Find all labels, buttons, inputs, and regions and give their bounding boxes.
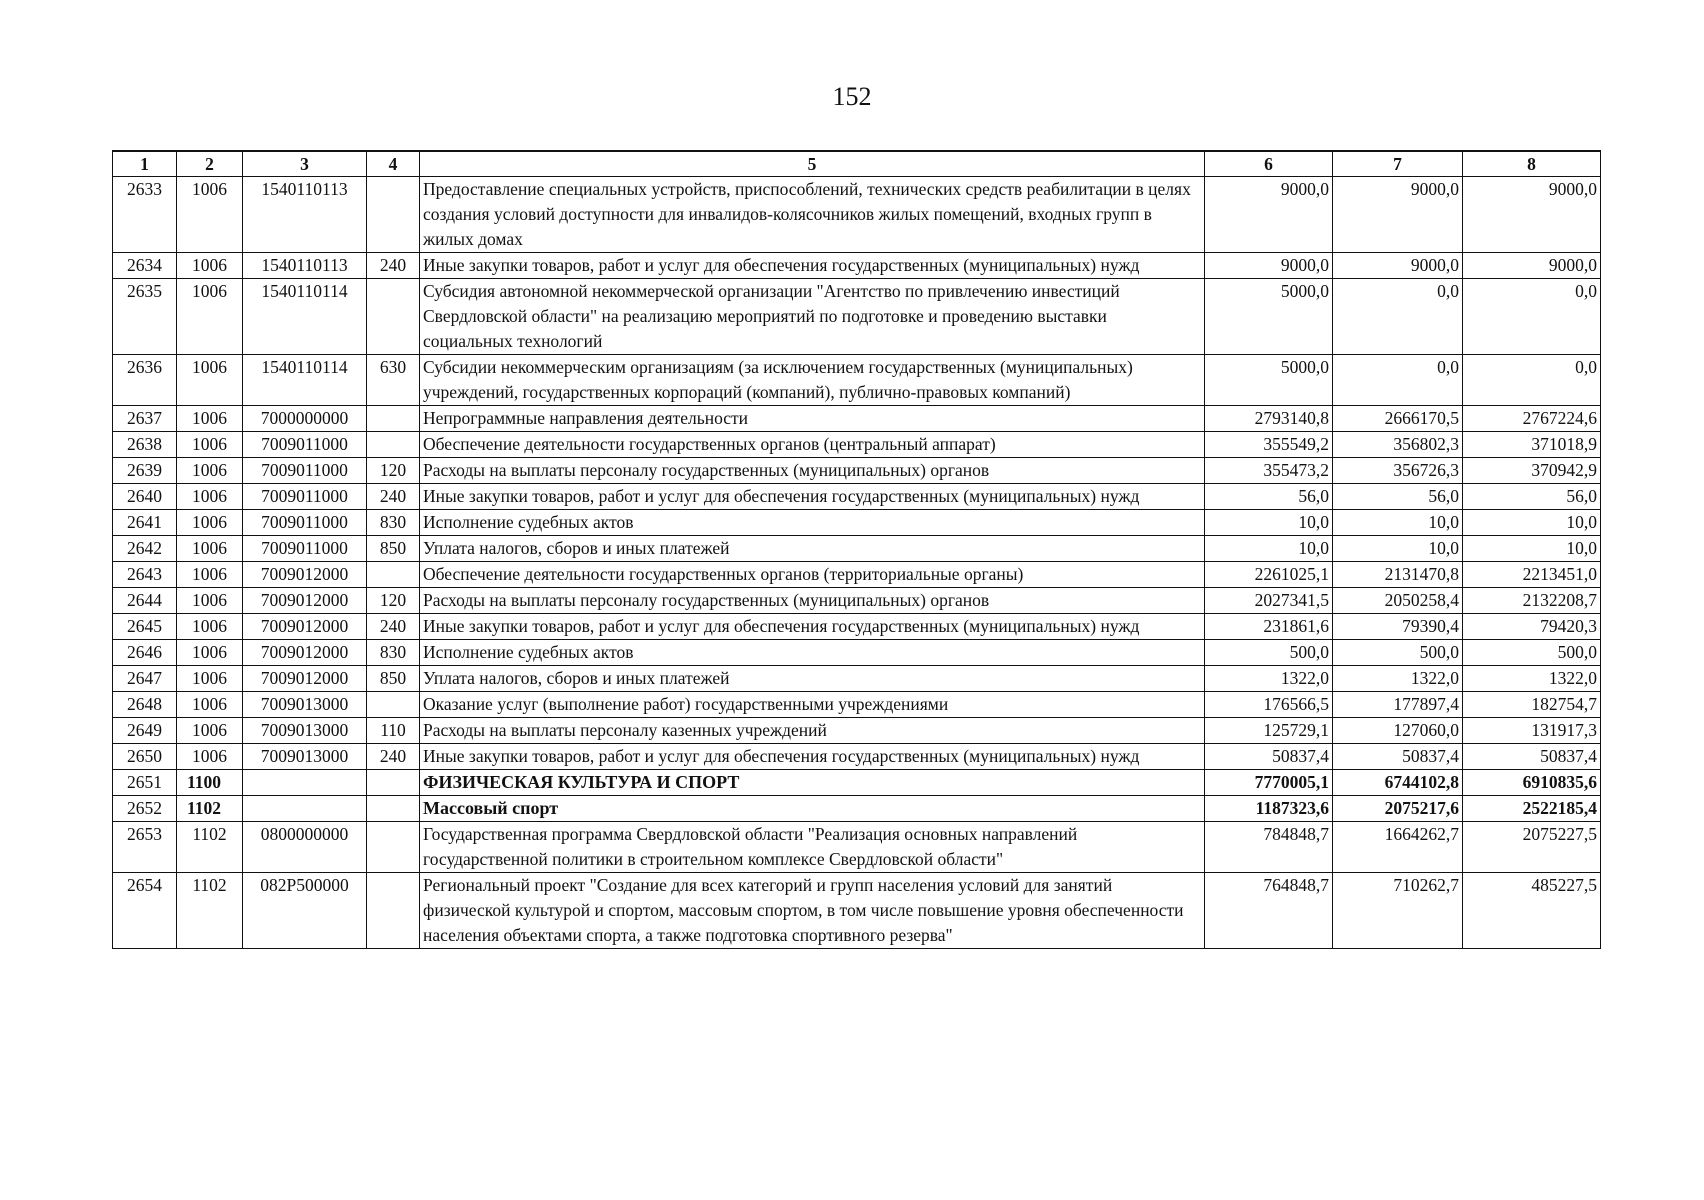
row-number: 2653 — [113, 822, 177, 873]
table-row — [113, 177, 1601, 253]
target-article-code: 7009013000 — [243, 692, 367, 718]
target-article-code: 7009012000 — [243, 588, 367, 614]
amount-col-6: 7770005,1 — [1205, 770, 1333, 796]
amount-col-7: 710262,7 — [1333, 873, 1463, 949]
amount-col-8: 9000,0 — [1463, 253, 1601, 279]
amount-col-6: 355549,2 — [1205, 432, 1333, 458]
amount-col-6: 56,0 — [1205, 484, 1333, 510]
amount-col-7: 9000,0 — [1333, 177, 1463, 253]
row-description: Расходы на выплаты персоналу государственных (муниципальных) органов — [420, 458, 1205, 484]
row-number: 2644 — [113, 588, 177, 614]
table-row — [113, 406, 1601, 432]
row-description: Массовый спорт — [420, 796, 1205, 822]
amount-col-6: 231861,6 — [1205, 614, 1333, 640]
amount-col-7: 10,0 — [1333, 510, 1463, 536]
target-article-code: 7009012000 — [243, 640, 367, 666]
row-description: Исполнение судебных актов — [420, 640, 1205, 666]
amount-col-8: 10,0 — [1463, 510, 1601, 536]
expense-type-code — [367, 692, 420, 718]
section-code: 1006 — [177, 510, 243, 536]
expense-type-code: 830 — [367, 510, 420, 536]
target-article-code: 7009011000 — [243, 432, 367, 458]
amount-col-8: 500,0 — [1463, 640, 1601, 666]
row-description: Исполнение судебных актов — [420, 510, 1205, 536]
column-header: 1 — [113, 151, 177, 177]
amount-col-8: 371018,9 — [1463, 432, 1601, 458]
expense-type-code: 120 — [367, 588, 420, 614]
target-article-code: 7009011000 — [243, 458, 367, 484]
amount-col-7: 10,0 — [1333, 536, 1463, 562]
amount-col-6: 176566,5 — [1205, 692, 1333, 718]
amount-col-6: 9000,0 — [1205, 253, 1333, 279]
amount-col-6: 2793140,8 — [1205, 406, 1333, 432]
amount-col-8: 9000,0 — [1463, 177, 1601, 253]
amount-col-6: 500,0 — [1205, 640, 1333, 666]
section-code: 1006 — [177, 640, 243, 666]
row-description: Расходы на выплаты персоналу государственных (муниципальных) органов — [420, 588, 1205, 614]
expense-type-code — [367, 406, 420, 432]
row-description: Предоставление специальных устройств, приспособлений, технических средств реабилитации в целях создания условий доступности для инвалидов-колясочников жилых помещений, входных групп в жилых домах — [420, 177, 1205, 253]
section-code: 1006 — [177, 536, 243, 562]
expense-type-code — [367, 770, 420, 796]
amount-col-7: 56,0 — [1333, 484, 1463, 510]
amount-col-7: 2131470,8 — [1333, 562, 1463, 588]
row-number: 2642 — [113, 536, 177, 562]
row-description: Уплата налогов, сборов и иных платежей — [420, 666, 1205, 692]
target-article-code: 7009013000 — [243, 744, 367, 770]
row-description: Государственная программа Свердловской области "Реализация основных направлений государственной политики в строительном комплексе Свердловской области" — [420, 822, 1205, 873]
row-description: Иные закупки товаров, работ и услуг для обеспечения государственных (муниципальных) нужд — [420, 614, 1205, 640]
target-article-code: 7009011000 — [243, 536, 367, 562]
table-row — [113, 484, 1601, 510]
expense-type-code: 830 — [367, 640, 420, 666]
section-code: 1006 — [177, 588, 243, 614]
target-article-code: 7009012000 — [243, 562, 367, 588]
table-row — [113, 873, 1601, 949]
target-article-code: 0800000000 — [243, 822, 367, 873]
expense-type-code: 630 — [367, 355, 420, 406]
row-description: Региональный проект "Создание для всех категорий и групп населения условий для занятий физической культурой и спортом, массовым спортом, в том числе повышение уровня обеспеченности населения объектами спорта, а также подготовка спортивного резерва" — [420, 873, 1205, 949]
expense-type-code: 240 — [367, 614, 420, 640]
amount-col-7: 356726,3 — [1333, 458, 1463, 484]
row-description: Оказание услуг (выполнение работ) государственными учреждениями — [420, 692, 1205, 718]
table-row — [113, 744, 1601, 770]
section-code: 1006 — [177, 355, 243, 406]
table-row — [113, 718, 1601, 744]
amount-col-7: 1322,0 — [1333, 666, 1463, 692]
row-description: Иные закупки товаров, работ и услуг для обеспечения государственных (муниципальных) нужд — [420, 744, 1205, 770]
expense-type-code: 240 — [367, 744, 420, 770]
column-header: 4 — [367, 151, 420, 177]
table-row — [113, 614, 1601, 640]
row-description: Обеспечение деятельности государственных органов (территориальные органы) — [420, 562, 1205, 588]
amount-col-8: 182754,7 — [1463, 692, 1601, 718]
amount-col-7: 2666170,5 — [1333, 406, 1463, 432]
amount-col-7: 6744102,8 — [1333, 770, 1463, 796]
expense-type-code: 120 — [367, 458, 420, 484]
expense-type-code: 240 — [367, 253, 420, 279]
expense-type-code: 850 — [367, 536, 420, 562]
amount-col-8: 370942,9 — [1463, 458, 1601, 484]
target-article-code: 082P500000 — [243, 873, 367, 949]
amount-col-8: 10,0 — [1463, 536, 1601, 562]
row-number: 2636 — [113, 355, 177, 406]
section-code: 1006 — [177, 692, 243, 718]
row-number: 2647 — [113, 666, 177, 692]
amount-col-7: 500,0 — [1333, 640, 1463, 666]
section-code: 1102 — [177, 796, 243, 822]
target-article-code: 1540110114 — [243, 279, 367, 355]
amount-col-8: 131917,3 — [1463, 718, 1601, 744]
column-header: 3 — [243, 151, 367, 177]
amount-col-8: 2075227,5 — [1463, 822, 1601, 873]
section-code: 1006 — [177, 253, 243, 279]
table-row — [113, 770, 1601, 796]
section-code: 1006 — [177, 406, 243, 432]
target-article-code: 7009012000 — [243, 614, 367, 640]
row-number: 2648 — [113, 692, 177, 718]
page-number: 152 — [832, 82, 872, 111]
table-row — [113, 692, 1601, 718]
row-description: Расходы на выплаты персоналу казенных учреждений — [420, 718, 1205, 744]
expense-type-code — [367, 432, 420, 458]
amount-col-6: 5000,0 — [1205, 279, 1333, 355]
section-code: 1006 — [177, 458, 243, 484]
row-number: 2645 — [113, 614, 177, 640]
amount-col-6: 764848,7 — [1205, 873, 1333, 949]
amount-col-7: 127060,0 — [1333, 718, 1463, 744]
amount-col-7: 2075217,6 — [1333, 796, 1463, 822]
amount-col-8: 2213451,0 — [1463, 562, 1601, 588]
row-description: ФИЗИЧЕСКАЯ КУЛЬТУРА И СПОРТ — [420, 770, 1205, 796]
amount-col-6: 5000,0 — [1205, 355, 1333, 406]
amount-col-6: 2261025,1 — [1205, 562, 1333, 588]
section-code: 1006 — [177, 279, 243, 355]
row-number: 2635 — [113, 279, 177, 355]
table-row — [113, 640, 1601, 666]
table-row — [113, 536, 1601, 562]
table-row — [113, 666, 1601, 692]
row-description: Иные закупки товаров, работ и услуг для обеспечения государственных (муниципальных) нужд — [420, 484, 1205, 510]
expense-type-code — [367, 177, 420, 253]
target-article-code — [243, 770, 367, 796]
row-number: 2643 — [113, 562, 177, 588]
table-row — [113, 279, 1601, 355]
amount-col-7: 0,0 — [1333, 355, 1463, 406]
target-article-code: 7009011000 — [243, 510, 367, 536]
amount-col-7: 9000,0 — [1333, 253, 1463, 279]
row-number: 2646 — [113, 640, 177, 666]
amount-col-8: 0,0 — [1463, 355, 1601, 406]
amount-col-7: 79390,4 — [1333, 614, 1463, 640]
column-header: 7 — [1333, 151, 1463, 177]
amount-col-8: 485227,5 — [1463, 873, 1601, 949]
table-row — [113, 822, 1601, 873]
column-header: 2 — [177, 151, 243, 177]
row-description: Непрограммные направления деятельности — [420, 406, 1205, 432]
amount-col-6: 10,0 — [1205, 536, 1333, 562]
amount-col-7: 356802,3 — [1333, 432, 1463, 458]
amount-col-6: 1187323,6 — [1205, 796, 1333, 822]
expense-type-code: 240 — [367, 484, 420, 510]
expense-type-code: 110 — [367, 718, 420, 744]
budget-table — [112, 150, 1601, 949]
amount-col-8: 6910835,6 — [1463, 770, 1601, 796]
row-description: Уплата налогов, сборов и иных платежей — [420, 536, 1205, 562]
amount-col-7: 177897,4 — [1333, 692, 1463, 718]
amount-col-7: 0,0 — [1333, 279, 1463, 355]
expense-type-code — [367, 822, 420, 873]
amount-col-8: 2767224,6 — [1463, 406, 1601, 432]
section-code: 1006 — [177, 744, 243, 770]
amount-col-8: 1322,0 — [1463, 666, 1601, 692]
target-article-code: 7009012000 — [243, 666, 367, 692]
column-header: 6 — [1205, 151, 1333, 177]
expense-type-code — [367, 562, 420, 588]
target-article-code: 1540110114 — [243, 355, 367, 406]
table-row — [113, 355, 1601, 406]
amount-col-6: 355473,2 — [1205, 458, 1333, 484]
target-article-code — [243, 796, 367, 822]
expense-type-code — [367, 873, 420, 949]
row-number: 2634 — [113, 253, 177, 279]
column-header: 5 — [420, 151, 1205, 177]
amount-col-7: 1664262,7 — [1333, 822, 1463, 873]
amount-col-8: 2522185,4 — [1463, 796, 1601, 822]
expense-type-code — [367, 279, 420, 355]
row-description: Иные закупки товаров, работ и услуг для обеспечения государственных (муниципальных) нужд — [420, 253, 1205, 279]
amount-col-8: 79420,3 — [1463, 614, 1601, 640]
section-code: 1100 — [177, 770, 243, 796]
target-article-code: 7000000000 — [243, 406, 367, 432]
expense-type-code — [367, 796, 420, 822]
target-article-code: 1540110113 — [243, 177, 367, 253]
row-number: 2651 — [113, 770, 177, 796]
table-row — [113, 432, 1601, 458]
amount-col-8: 0,0 — [1463, 279, 1601, 355]
row-number: 2633 — [113, 177, 177, 253]
header-row — [113, 151, 1601, 177]
row-number: 2640 — [113, 484, 177, 510]
row-number: 2638 — [113, 432, 177, 458]
row-number: 2654 — [113, 873, 177, 949]
amount-col-7: 2050258,4 — [1333, 588, 1463, 614]
table-row — [113, 588, 1601, 614]
amount-col-6: 125729,1 — [1205, 718, 1333, 744]
amount-col-6: 50837,4 — [1205, 744, 1333, 770]
row-number: 2652 — [113, 796, 177, 822]
amount-col-6: 2027341,5 — [1205, 588, 1333, 614]
target-article-code: 7009011000 — [243, 484, 367, 510]
section-code: 1006 — [177, 432, 243, 458]
table-row — [113, 796, 1601, 822]
section-code: 1006 — [177, 718, 243, 744]
row-number: 2639 — [113, 458, 177, 484]
row-description: Субсидия автономной некоммерческой организации "Агентство по привлечению инвестиций Свердловской области" на реализацию мероприятий по подготовке и проведению выставки социальных технологий — [420, 279, 1205, 355]
amount-col-8: 50837,4 — [1463, 744, 1601, 770]
section-code: 1006 — [177, 484, 243, 510]
section-code: 1102 — [177, 873, 243, 949]
section-code: 1006 — [177, 614, 243, 640]
expense-type-code: 850 — [367, 666, 420, 692]
row-number: 2641 — [113, 510, 177, 536]
target-article-code: 1540110113 — [243, 253, 367, 279]
amount-col-6: 1322,0 — [1205, 666, 1333, 692]
target-article-code: 7009013000 — [243, 718, 367, 744]
table-row — [113, 458, 1601, 484]
amount-col-6: 784848,7 — [1205, 822, 1333, 873]
amount-col-6: 10,0 — [1205, 510, 1333, 536]
section-code: 1006 — [177, 562, 243, 588]
amount-col-7: 50837,4 — [1333, 744, 1463, 770]
row-number: 2649 — [113, 718, 177, 744]
amount-col-6: 9000,0 — [1205, 177, 1333, 253]
section-code: 1102 — [177, 822, 243, 873]
amount-col-8: 2132208,7 — [1463, 588, 1601, 614]
section-code: 1006 — [177, 177, 243, 253]
row-description: Субсидии некоммерческим организациям (за исключением государственных (муниципальных) учреждений, государственных корпораций (компаний), публично-правовых компаний) — [420, 355, 1205, 406]
section-code: 1006 — [177, 666, 243, 692]
row-number: 2637 — [113, 406, 177, 432]
table-row — [113, 510, 1601, 536]
table-row — [113, 253, 1601, 279]
row-number: 2650 — [113, 744, 177, 770]
row-description: Обеспечение деятельности государственных органов (центральный аппарат) — [420, 432, 1205, 458]
table-row — [113, 562, 1601, 588]
amount-col-8: 56,0 — [1463, 484, 1601, 510]
table-body — [113, 177, 1601, 949]
column-header: 8 — [1463, 151, 1601, 177]
